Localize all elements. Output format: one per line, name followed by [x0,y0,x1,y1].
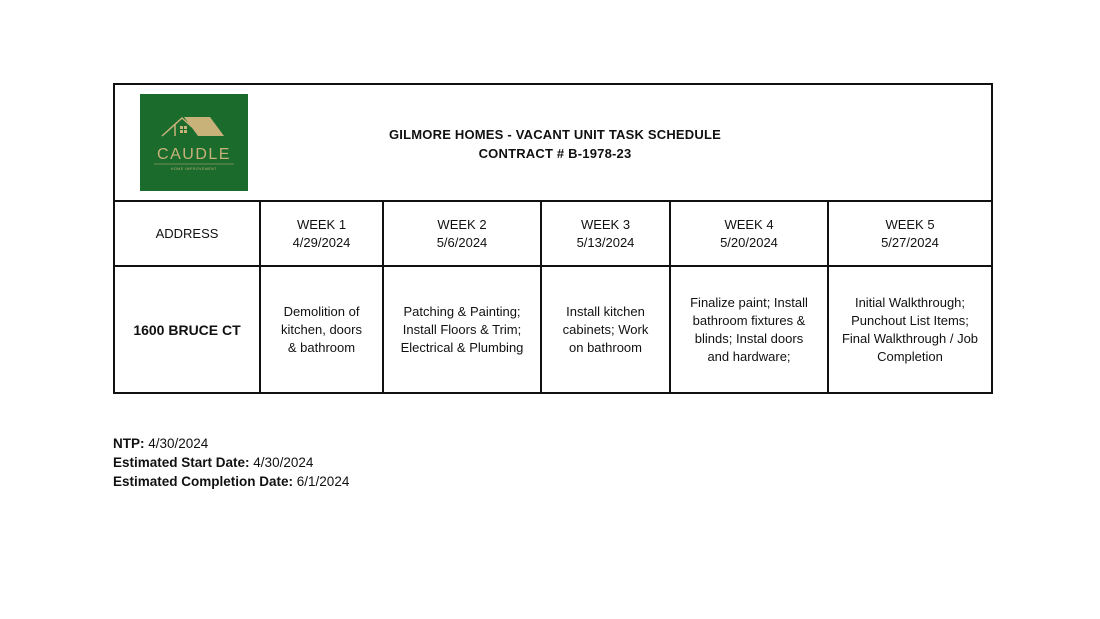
ntp-value: 4/30/2024 [144,436,209,451]
start-date-value: 4/30/2024 [249,455,314,470]
week-3-task-cell: Install kitchen cabinets; Work on bathroom [542,267,671,392]
week-label: WEEK 1 [296,216,347,232]
completion-date-label: Estimated Completion Date: [113,474,294,489]
week-label: WEEK 5 [885,216,935,232]
table-header [115,85,991,202]
week-1-task-cell: Demolition of kitchen, doors & bathroom [261,267,384,392]
title-line-2: CONTRACT # B-1978-23 [478,146,632,161]
schedule-notes [113,434,349,491]
caudle-logo [140,94,248,191]
ntp-label: NTP: [113,436,145,451]
schedule-table [113,83,993,394]
week-4-task-cell: Finalize paint; Install bathroom fixtures & blinds; Instal doors and hardware; [671,267,829,392]
week-date: 5/13/2024 [576,234,635,250]
logo-tagline: HOME IMPROVEMENT [171,167,217,171]
week-5-task-cell: Initial Walkthrough; Punchout List Items; Final Walkthrough / Job Completion [841,294,979,364]
address-column-header: ADDRESS [115,202,261,265]
week-2-task-cell: Patching & Painting; Install Floors & Trim; Electrical & Plumbing [384,267,542,392]
week-3-header [542,202,671,265]
house-roof-icon [140,94,248,191]
week-5-header [829,202,991,265]
week-label: WEEK 3 [580,216,631,232]
completion-date-line [113,472,349,491]
title-line-1: GILMORE HOMES - VACANT UNIT TASK SCHEDULE [389,127,721,142]
week-label: WEEK 2 [437,216,487,232]
column-header-row [115,202,991,267]
week-date: 5/27/2024 [881,234,939,250]
document-title [375,125,735,163]
week-label: WEEK 4 [724,216,774,232]
week-date: 5/6/2024 [436,234,488,250]
logo-brand: CAUDLE [157,146,231,163]
week-4-header [671,202,829,265]
table-row [115,267,991,392]
completion-date-value: 6/1/2024 [293,474,350,489]
week-date: 5/20/2024 [720,234,778,250]
address-value: 1600 BRUCE CT [133,321,241,338]
week-2-header [384,202,542,265]
week-date: 4/29/2024 [292,234,351,250]
address-cell [115,267,261,392]
start-date-line [113,453,349,472]
week-1-header [261,202,384,265]
start-date-label: Estimated Start Date: [113,455,250,470]
ntp-line [113,434,349,453]
